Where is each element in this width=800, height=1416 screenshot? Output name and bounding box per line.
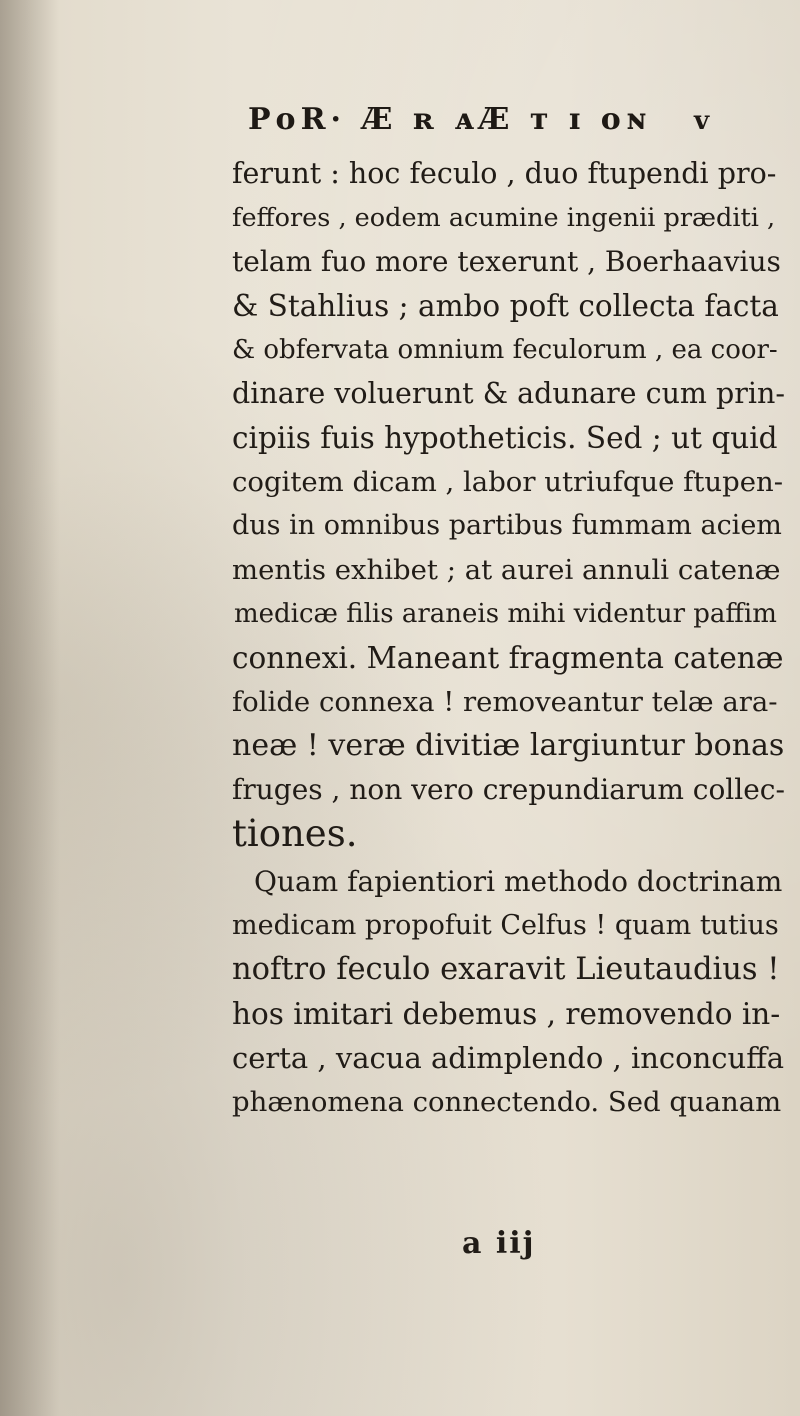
- text-line: telam fuo more texerunt , Boerhaavius: [232, 245, 781, 278]
- text-line: ferunt : hoc feculo , duo ftupendi pro-: [232, 157, 777, 190]
- catchword: a iij: [462, 1226, 536, 1261]
- text-line: cipiis fuis hypotheticis. Sed ; ut quid: [232, 421, 778, 455]
- text-line: phænomena connectendo. Sed quanam: [232, 1086, 782, 1118]
- running-head: PᴏR· Æ ʀ ᴀÆ ᴛ ɪ ᴏɴ: [248, 102, 653, 137]
- text-line: dus in omnibus partibus fummam aciem: [232, 510, 782, 541]
- text-line: cogitem dicam , labor utriufque ftupen-: [232, 466, 783, 498]
- text-line: connexi. Maneant fragmenta catenæ: [232, 641, 784, 675]
- text-line: folide connexa ! removeantur telæ ara-: [232, 686, 778, 718]
- page-number: v: [694, 106, 710, 136]
- text-line: fruges , non vero crepundiarum collec-: [232, 773, 785, 806]
- text-line: noftro feculo exaravit Lieutaudius !: [232, 952, 780, 987]
- text-line: tiones.: [232, 812, 358, 855]
- text-line: certa , vacua adimplendo , inconcuffa: [232, 1041, 785, 1075]
- text-line: & Stahlius ; ambo poft collecta facta: [232, 289, 779, 323]
- text-line: medicæ filis araneis mihi videntur paffim: [234, 599, 777, 629]
- text-line: feffores , eodem acumine ingenii præditi ,: [232, 203, 776, 233]
- text-line: & obfervata omnium feculorum , ea coor-: [232, 335, 778, 365]
- text-line: mentis exhibet ; at aurei annuli catenæ: [232, 554, 781, 586]
- text-line: Quam fapientiori methodo doctrinam: [254, 865, 783, 898]
- text-line: dinare voluerunt & adunare cum prin-: [232, 377, 785, 410]
- text-line: hos imitari debemus , removendo in-: [232, 997, 781, 1031]
- text-line: neæ ! veræ divitiæ largiuntur bonas: [232, 728, 785, 763]
- text-line: medicam propofuit Celfus ! quam tutius: [232, 910, 779, 941]
